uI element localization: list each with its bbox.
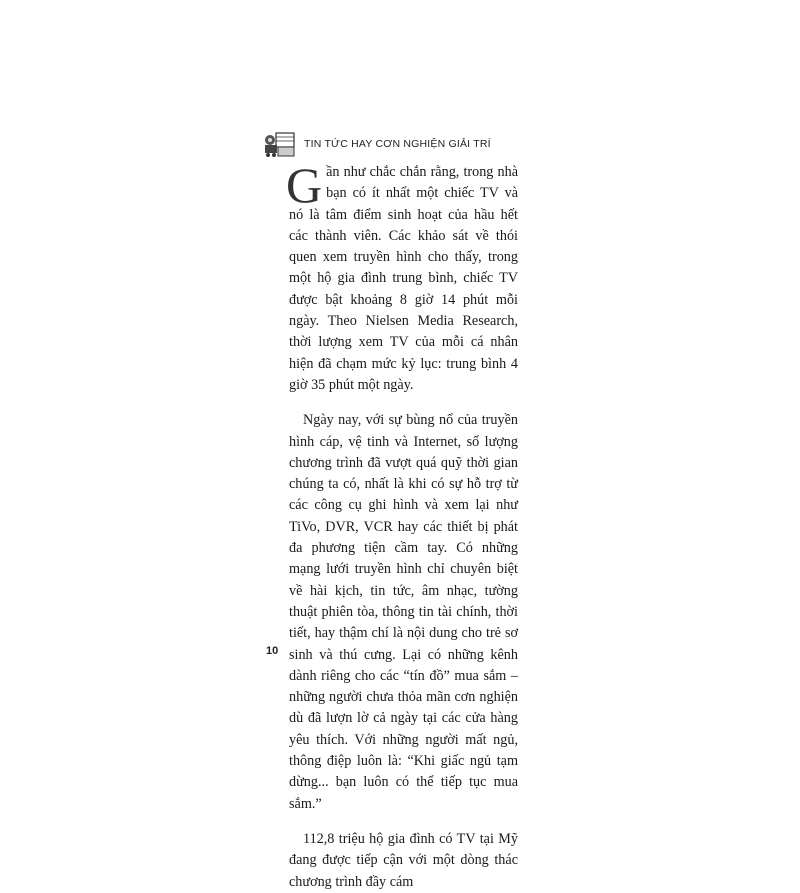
body-text [286, 157, 518, 893]
running-header [262, 128, 491, 160]
header-title: TIN TỨC HAY CƠN NGHIỆN GIẢI TRÍ [304, 138, 491, 150]
paragraph-1-text: ần như chắc chắn rằng, trong nhà bạn có ít nhất một chiếc TV và nó là tâm điểm sinh hoạt của hầu hết các thành viên. Các khảo sát về thói quen xem truyền hình cho thấy, trong một hộ gia đình trung bình, chiếc TV được bật khoảng 8 giờ 14 phút mỗi ngày. Theo Nielsen Media Research, thời lượng xem TV của mỗi cá nhân hiện đã chạm mức kỷ lục: trung bình 4 giờ 35 phút một ngày. [289, 164, 518, 393]
drop-cap: G [286, 157, 323, 213]
paragraph-2: Ngày nay, với sự bùng nổ của truyền hình cáp, vệ tinh và Internet, số lượng chương trình đã vượt quá quỹ thời gian chúng ta có, nhất là khi có sự hỗ trợ từ các công cụ ghi hình và xem lại như TiVo, DVR, VCR hay các thiết bị phát đa phương tiện cầm tay. Có những mạng lưới truyền hình chỉ chuyên biệt về hài kịch, tin tức, âm nhạc, tường thuật phiên tòa, thông tin tài chính, thời tiết, hay thậm chí là nội dung cho trẻ sơ sinh và thú cưng. Lại có những kênh dành riêng cho các “tín đồ” mua sắm – những người chưa thỏa mãn cơn nghiện dù đã lượn lờ cả ngày tại các cửa hàng yêu thích. Với những người mất ngủ, thông điệp luôn là: “Khi giấc ngủ tạm dừng... bạn luôn có thể tiếp tục mua sắm.” [289, 412, 518, 812]
paragraph-3: 112,8 triệu hộ gia đình có TV tại Mỹ đang được tiếp cận với một dòng thác chương trình đầy cám [289, 830, 518, 890]
paragraph-1 [286, 157, 518, 396]
camera-film-icon [262, 129, 298, 159]
page-number: 10 [266, 645, 279, 657]
